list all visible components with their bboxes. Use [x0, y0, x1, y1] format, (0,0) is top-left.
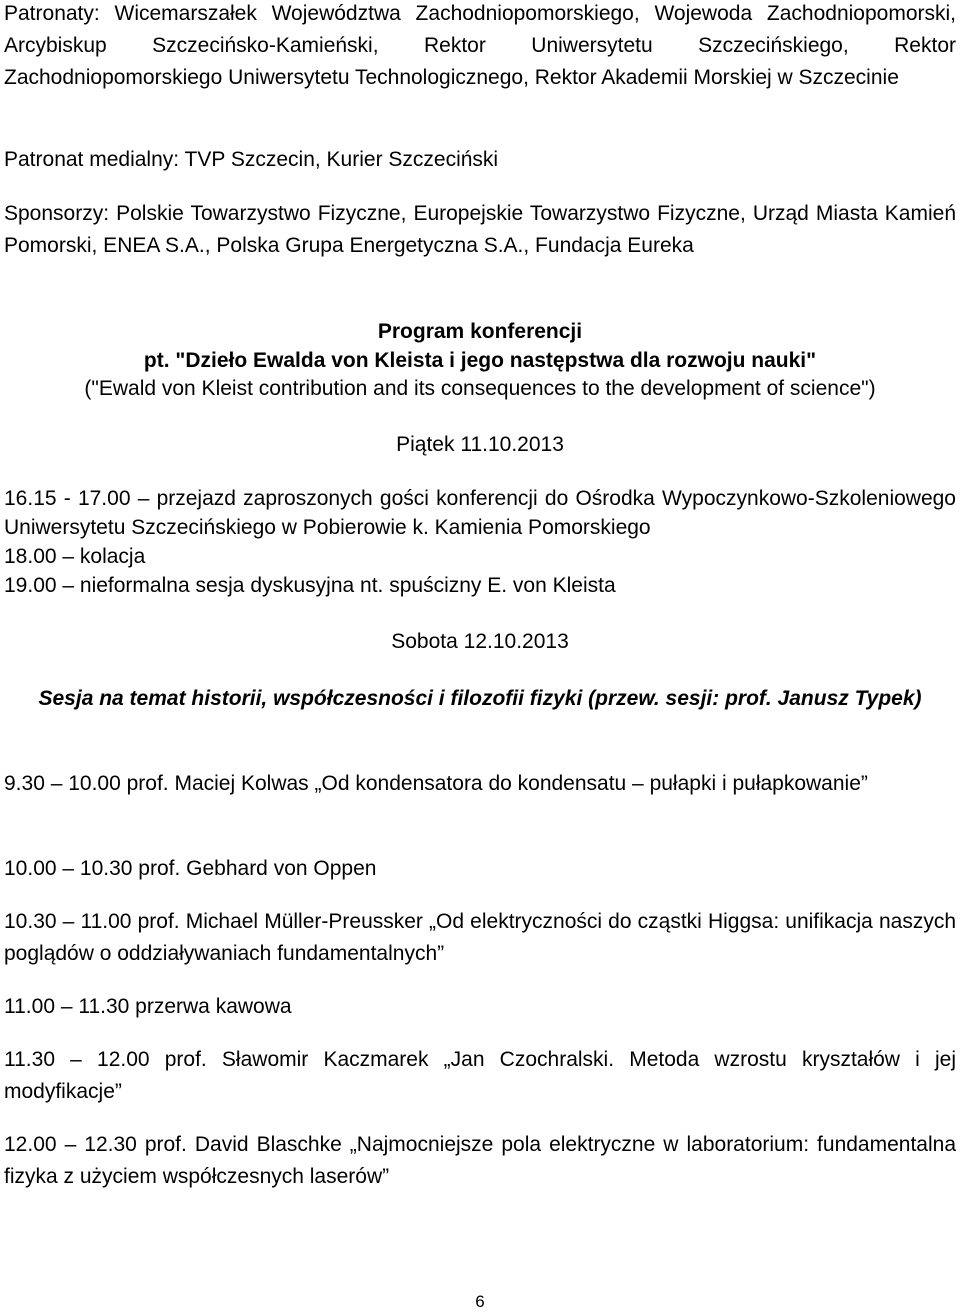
day1-schedule: [4, 484, 956, 600]
schedule-item: 12.00 – 12.30 prof. David Blaschke „Najmocniejsze pola elektryczne w laboratorium: fundamentalna fizyka z użyciem współczesnych laserów”: [4, 1133, 956, 1188]
program-heading: Program konferencji: [377, 320, 583, 343]
patronage-paragraph: Patronaty: Wicemarszałek Województwa Zachodniopomorskiego, Wojewoda Zachodniopomorski, Arcybiskup Szczecińsko-Kamieński, Rektor Uniwersytetu Szczecińskiego, Rektor Zachodniopomorskiego Uniwersytetu Technologicznego, Rektor Akademii Morskiej w Szczecinie: [4, 2, 956, 89]
day2-date: Sobota 12.10.2013: [391, 630, 569, 653]
day1-date: Piątek 11.10.2013: [396, 433, 564, 456]
schedule-item: 11.30 – 12.00 prof. Sławomir Kaczmarek „Jan Czochralski. Metoda wzrostu kryształów i jej modyfikacje”: [4, 1048, 956, 1103]
session-title: Sesja na temat historii, współczesności i filozofii fizyki (przew. sesji: prof. Janusz Typek): [38, 687, 922, 710]
sponsors-paragraph: Sponsorzy: Polskie Towarzystwo Fizyczne, Europejskie Towarzystwo Fizyczne, Urząd Miasta Kamień Pomorski, ENEA S.A., Polska Grupa Energetyczna S.A., Fundacja Eureka: [4, 202, 956, 257]
schedule-item: 19.00 – nieformalna sesja dyskusyjna nt. spuścizny E. von Kleista: [4, 574, 616, 597]
schedule-item: 10.00 – 10.30 prof. Gebhard von Oppen: [4, 857, 377, 880]
media-patronage-paragraph: Patronat medialny: TVP Szczecin, Kurier Szczeciński: [4, 148, 499, 171]
schedule-item: 16.15 - 17.00 – przejazd zaproszonych gości konferencji do Ośrodka Wypoczynkowo-Szkoleniowego Uniwersytetu Szczecińskiego w Pobierowie k. Kamienia Pomorskiego: [4, 487, 956, 539]
conference-title: pt. "Dzieło Ewalda von Kleista i jego następstwa dla rozwoju nauki": [143, 349, 817, 372]
schedule-item: 10.30 – 11.00 prof. Michael Müller-Preussker „Od elektryczności do cząstki Higgsa: unifikacja naszych poglądów o oddziaływaniach fundamentalnych”: [4, 910, 956, 965]
conference-title-english: ("Ewald von Kleist contribution and its consequences to the development of science"): [84, 377, 876, 400]
schedule-item: 11.00 – 11.30 przerwa kawowa: [4, 995, 292, 1018]
schedule-item: 18.00 – kolacja: [4, 545, 146, 568]
schedule-item: 9.30 – 10.00 prof. Maciej Kolwas „Od kondensatora do kondensatu – pułapki i pułapkowanie”: [4, 772, 868, 795]
page-number: 6: [475, 1292, 485, 1311]
